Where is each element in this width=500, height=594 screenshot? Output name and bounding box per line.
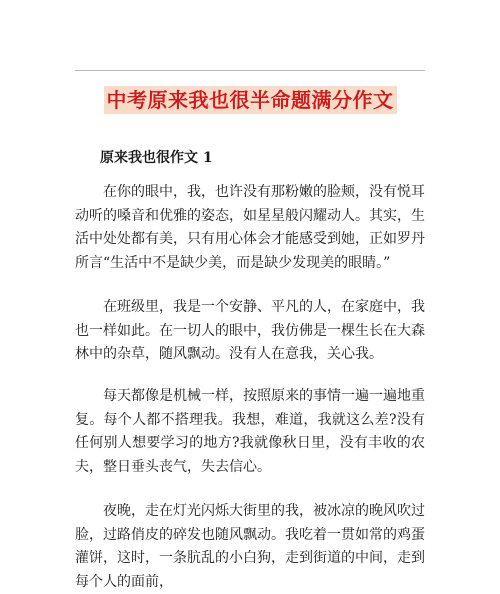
title-container [0, 86, 500, 114]
paragraph-4: 夜晚，走在灯光闪烁大街里的我，被冰凉的晚风吹过脸，过路俏皮的碎发也随风飘动。我吃着一贯如常的鸡蛋灌饼，这时，一条肮乱的小白狗，走到街道的中间，走到每个人的面前， [75, 503, 425, 590]
header-rule [75, 70, 425, 71]
essay-heading: 原来我也很作文 1 [100, 150, 213, 166]
document-title: 中考原来我也很半命题满分作文 [104, 86, 397, 114]
paragraph-1: 在你的眼中，我，也许没有那粉嫩的脸颊，没有悦耳动听的嗓音和优雅的姿态，如星星般闪耀动人。其实，生活中处处都有美，只有用心体会才能感受到她，正如罗丹所言“生活中不是缺少美，而是缺少发现美的眼睛。” [75, 184, 425, 271]
paragraph-2: 在班级里，我是一个安静、平凡的人，在家庭中，我也一样如此。在一切人的眼中，我仿佛是一棵生长在大森林中的杂草，随风飘动。没有人在意我，关心我。 [75, 299, 425, 363]
paragraph-3: 每天都像是机械一样，按照原来的事情一遍一遍地重复。每个人都不搭理我。我想，难道，我就这么差?没有任何别人想要学习的地方?我就像秋日里，没有丰收的农夫，整日垂头丧气，失去信心。 [75, 388, 425, 475]
